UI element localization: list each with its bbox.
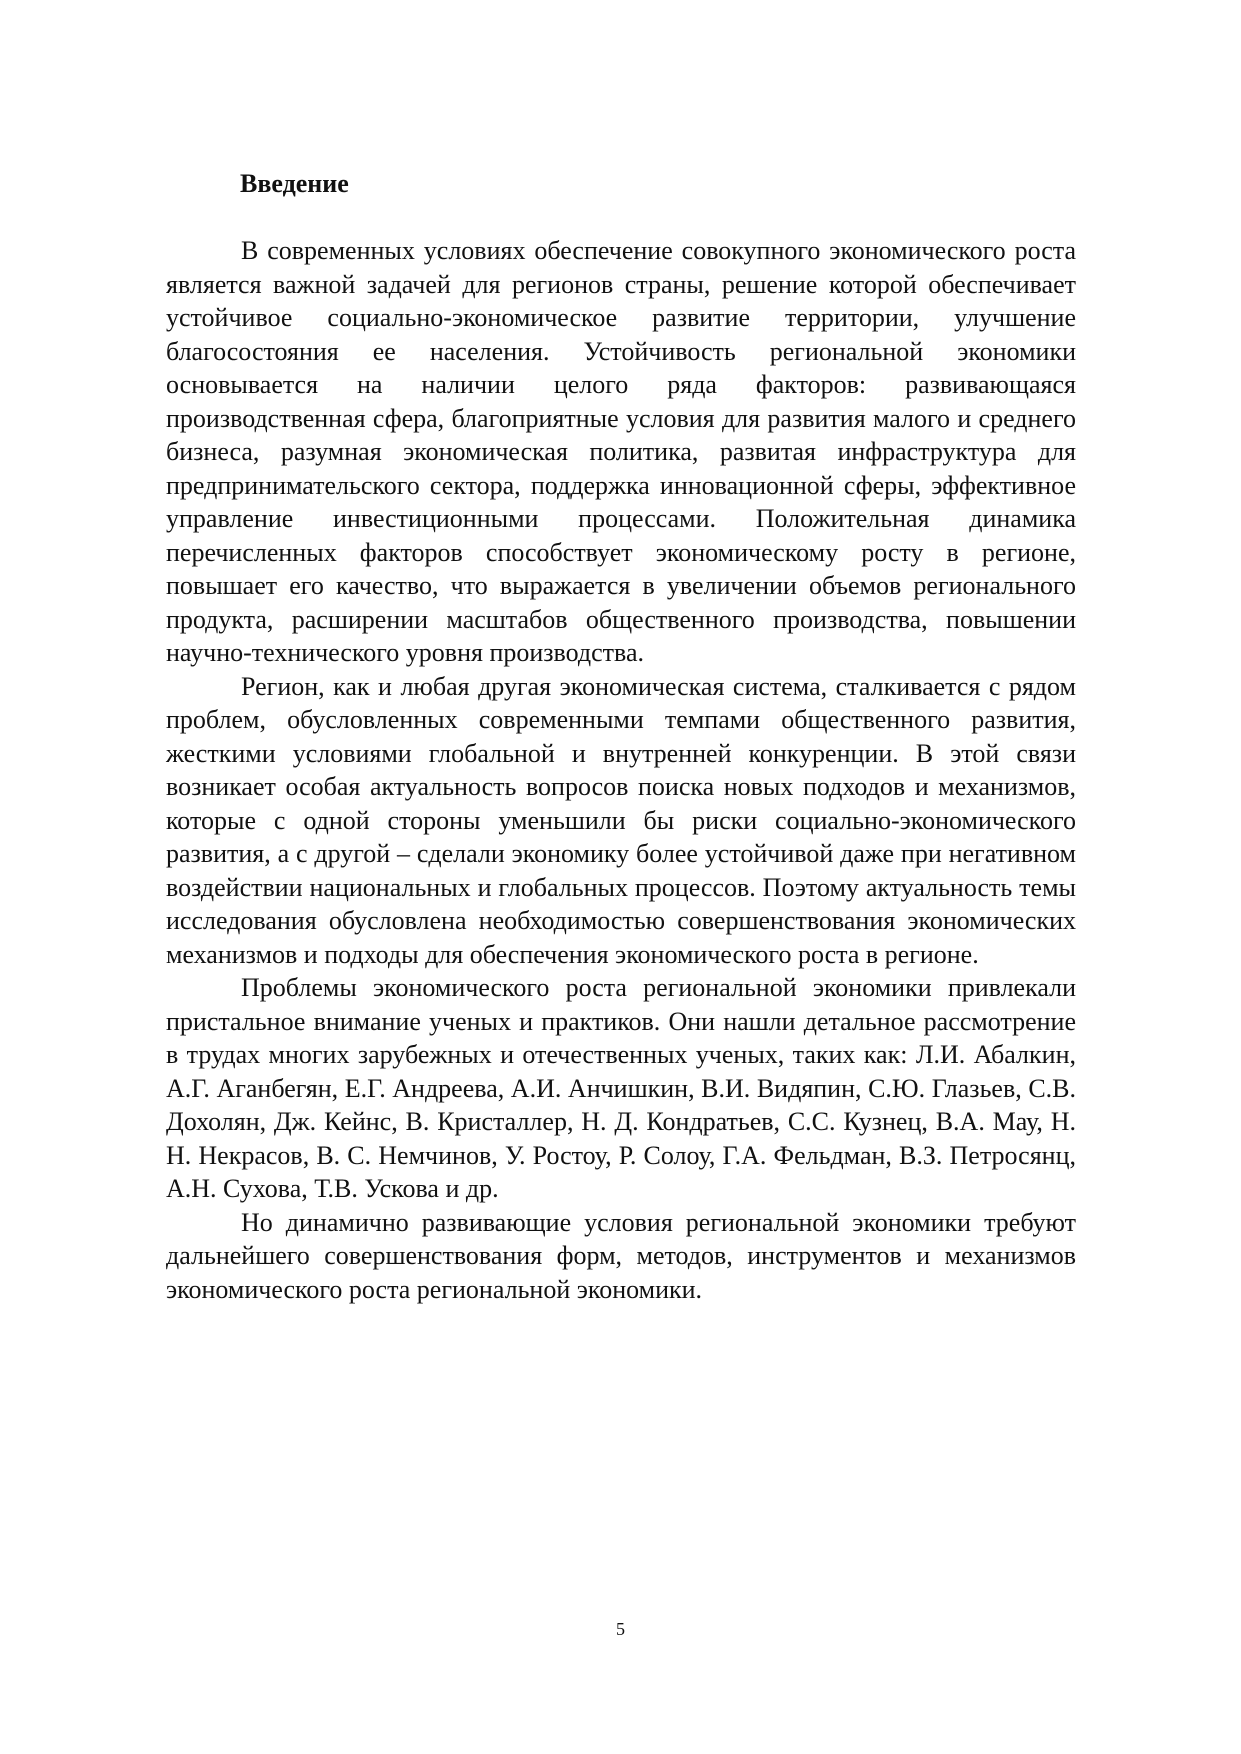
page-number: 5 (616, 1619, 625, 1639)
body-text (166, 234, 1076, 1306)
section-heading: Введение (240, 169, 349, 198)
paragraph-4: Но динамично развивающие условия региональной экономики требуют дальнейшего совершенствования форм, методов, инструментов и механизмов экономического роста региональной экономики. (166, 1207, 1076, 1304)
paragraph-3: Проблемы экономического роста региональной экономики привлекали пристальное внимание ученых и практиков. Они нашли детальное рассмотрение в трудах многих зарубежных и отечественных ученых, таких как: Л.И. Абалкин, А.Г. Аганбегян, Е.Г. Андреева, А.И. Анчишкин, В.И. Видяпин, С.Ю. Глазьев, С.В. Дохолян, Дж. Кейнс, В. Кристаллер, Н. Д. Кондратьев, С.С. Кузнец, В.А. Мау, Н. Н. Некрасов, В. С. Немчинов, У. Ростоу, Р. Солоу, Г.А. Фельдман, В.З. Петросянц, А.Н. Сухова, Т.В. Ускова и др. (166, 973, 1076, 1203)
paragraph-1: В современных условиях обеспечение совокупного экономического роста является важной задачей для регионов страны, решение которой обеспечивает устойчивое социально-экономическое развитие территории, улучшение благосостояния ее населения. Устойчивость региональной экономики основывается на наличии целого ряда факторов: развивающаяся производственная сфера, благоприятные условия для развития малого и среднего бизнеса, разумная экономическая политика, развитая инфраструктура для предпринимательского сектора, поддержка инновационной сферы, эффективное управление инвестиционными процессами. Положительная динамика перечисленных факторов способствует экономическому росту в регионе, повышает его качество, что выражается в увеличении объемов регионального продукта, расширении масштабов общественного производства, повышении научно-технического уровня производства. (166, 236, 1076, 667)
paragraph-2: Регион, как и любая другая экономическая система, сталкивается с рядом проблем, обусловленных современными темпами общественного развития, жесткими условиями глобальной и внутренней конкуренции. В этой связи возникает особая актуальность вопросов поиска новых подходов и механизмов, которые с одной стороны уменьшили бы риски социально-экономического развития, а с другой – сделали экономику более устойчивой даже при негативном воздействии национальных и глобальных процессов. Поэтому актуальность темы исследования обусловлена необходимостью совершенствования экономических механизмов и подходы для обеспечения экономического роста в регионе. (166, 671, 1076, 969)
